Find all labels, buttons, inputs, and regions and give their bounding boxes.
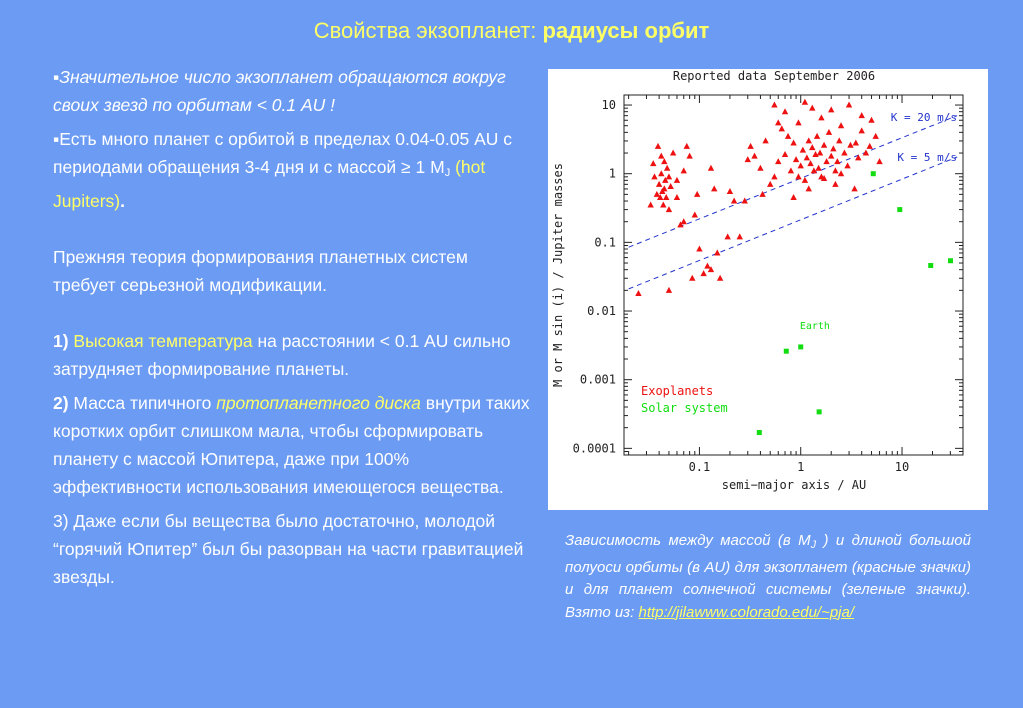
- exoplanet-point: [806, 185, 812, 191]
- exoplanet-point: [666, 206, 672, 212]
- exoplanet-point: [793, 156, 799, 162]
- x-tick-label: 1: [797, 460, 805, 474]
- exoplanet-point: [635, 290, 641, 296]
- exoplanet-point: [818, 114, 824, 120]
- figure-caption: Зависимость между массой (в $M_J$ ) и длиной большой полуоси орбиты (в AU) для экзопланет (красные значки) и для планет солнечной системы (зеленые значки). Взято из: http://jilawww.colorado.edu/~pja/: [565, 532, 971, 621]
- y-tick-label: 0.01: [587, 304, 616, 319]
- exoplanet-point: [654, 191, 660, 197]
- exoplanet-point: [863, 150, 869, 156]
- exoplanet-point: [674, 177, 680, 183]
- theory-paragraph: Прежняя теория формирования планетных систем требует серьезной модификации.: [53, 247, 468, 295]
- solar-system-point: [948, 258, 953, 263]
- source-link[interactable]: http://jilawww.colorado.edu/~pja/: [638, 603, 855, 621]
- solar-system-point: [928, 263, 933, 268]
- exoplanet-point: [737, 233, 743, 239]
- solar-system-point: [897, 207, 902, 212]
- exoplanet-point: [851, 185, 857, 191]
- exoplanet-point: [717, 275, 723, 281]
- exoplanet-point: [663, 194, 669, 200]
- exoplanet-point: [771, 102, 777, 108]
- exoplanet-point: [828, 106, 834, 112]
- y-tick-label: 1: [608, 166, 616, 181]
- exoplanet-point: [694, 191, 700, 197]
- bullet-2: ▪Есть много планет с орбитой в пределах 0.04-0.05 AU с периодами обращения 3-4 дня и с массой ≥ 1 $M_J$ (hot Jupiters).: [53, 129, 513, 211]
- solar-system-point: [817, 409, 822, 414]
- exoplanet-point: [828, 153, 834, 159]
- exoplanet-point: [666, 287, 672, 293]
- exoplanet-point: [747, 143, 753, 149]
- exoplanet-point: [762, 137, 768, 143]
- exoplanet-point: [846, 102, 852, 108]
- exoplanet-point: [724, 233, 730, 239]
- bullet-1: ▪Значительное число экзопланет обращаются вокруг своих звезд по орбитам < 0.1 AU !: [53, 67, 506, 115]
- exoplanet-point: [664, 165, 670, 171]
- exoplanet-point: [802, 99, 808, 105]
- exoplanet-point: [674, 194, 680, 200]
- exoplanet-point: [681, 218, 687, 224]
- y-tick-label: 0.1: [594, 235, 616, 250]
- exoplanet-point: [815, 165, 821, 171]
- exoplanet-point: [782, 108, 788, 114]
- k-line: [629, 157, 957, 289]
- legend-solar-system: Solar system: [641, 401, 728, 415]
- exoplanet-point: [751, 153, 757, 159]
- exoplanet-point: [855, 154, 861, 160]
- exoplanet-point: [809, 105, 815, 111]
- exoplanet-point: [689, 275, 695, 281]
- x-tick-label: 10: [894, 460, 910, 474]
- exoplanet-point: [795, 119, 801, 125]
- exoplanet-point: [785, 133, 791, 139]
- point-1: 1) Высокая температура на расстоянии < 0.1 AU сильно затрудняет формирование планеты.: [53, 331, 511, 379]
- mass-vs-axis-chart: [548, 69, 988, 510]
- exoplanet-point: [876, 158, 882, 164]
- exoplanet-point: [661, 185, 667, 191]
- slide-title: Свойства экзопланет: радиусы орбит: [313, 18, 710, 43]
- exoplanet-point: [834, 158, 840, 164]
- exoplanet-point: [727, 188, 733, 194]
- exoplanet-point: [692, 212, 698, 218]
- exoplanet-point: [681, 167, 687, 173]
- exoplanet-point: [844, 162, 850, 168]
- exoplanet-point: [809, 144, 815, 150]
- exoplanet-point: [821, 142, 827, 148]
- k-line-label: K = 5 m/s: [897, 151, 957, 164]
- exoplanet-point: [779, 125, 785, 131]
- k-line-label: K = 20 m/s: [890, 111, 957, 124]
- exoplanet-point: [745, 156, 751, 162]
- point-3: 3) Даже если бы вещества было достаточно, молодой “горячий Юпитер” был бы разорван на части гравитацией звезды.: [53, 511, 524, 587]
- exoplanet-point: [661, 158, 667, 164]
- exoplanet-point: [868, 117, 874, 123]
- x-axis-label: semi−major axis / AU: [721, 478, 867, 492]
- exoplanet-point: [806, 137, 812, 143]
- exoplanet-point: [759, 191, 765, 197]
- exoplanet-point: [841, 150, 847, 156]
- exoplanet-point: [788, 167, 794, 173]
- exoplanet-point: [859, 127, 865, 133]
- exoplanet-point: [800, 147, 806, 153]
- exoplanet-point: [714, 249, 720, 255]
- solar-system-point: [871, 171, 876, 176]
- exoplanet-point: [647, 202, 653, 208]
- exoplanet-point: [836, 137, 842, 143]
- exoplanet-point: [667, 183, 673, 189]
- exoplanet-point: [790, 194, 796, 200]
- exoplanet-point: [711, 185, 717, 191]
- exoplanet-point: [731, 198, 737, 204]
- exoplanet-point: [814, 133, 820, 139]
- exoplanet-point: [660, 202, 666, 208]
- exoplanet-point: [658, 170, 664, 176]
- exoplanet-point: [656, 181, 662, 187]
- exoplanet-point: [838, 170, 844, 176]
- exoplanet-point: [790, 139, 796, 145]
- exoplanet-point: [742, 198, 748, 204]
- exoplanet-point: [670, 150, 676, 156]
- exoplanet-point: [832, 167, 838, 173]
- exoplanet-point: [830, 145, 836, 151]
- exoplanet-point: [686, 153, 692, 159]
- exoplanet-point: [847, 142, 853, 148]
- exoplanet-point: [757, 165, 763, 171]
- exoplanet-point: [807, 160, 813, 166]
- exoplanet-point: [684, 143, 690, 149]
- exoplanet-point: [775, 119, 781, 125]
- solar-system-point: [784, 349, 789, 354]
- exoplanet-point: [658, 153, 664, 159]
- exoplanet-point: [700, 270, 706, 276]
- solar-system-point: [757, 430, 762, 435]
- exoplanet-point: [782, 151, 788, 157]
- exoplanet-point: [798, 162, 804, 168]
- exoplanet-point: [655, 143, 661, 149]
- exoplanet-point: [802, 177, 808, 183]
- chart-title: Reported data September 2006: [672, 69, 876, 83]
- exoplanet-point: [666, 173, 672, 179]
- exoplanet-point: [704, 263, 710, 269]
- y-axis-label: M or M sin (i) / Jupiter masses: [551, 163, 565, 387]
- legend-exoplanets: Exoplanets: [641, 384, 714, 398]
- exoplanet-point: [708, 165, 714, 171]
- exoplanet-point: [804, 154, 810, 160]
- exoplanet-point: [873, 133, 879, 139]
- exoplanet-point: [853, 139, 859, 145]
- exoplanet-point: [859, 112, 865, 118]
- exoplanet-point: [767, 181, 773, 187]
- y-tick-label: 0.001: [579, 372, 616, 387]
- exoplanet-point: [826, 129, 832, 135]
- y-tick-label: 0.0001: [572, 441, 616, 456]
- exoplanet-point: [771, 173, 777, 179]
- exoplanet-point: [775, 158, 781, 164]
- exoplanet-point: [795, 173, 801, 179]
- x-tick-label: 0.1: [688, 460, 711, 474]
- exoplanet-point: [838, 122, 844, 128]
- exoplanet-point: [823, 158, 829, 164]
- slide-body: [53, 63, 531, 591]
- solar-system-point: [798, 344, 803, 349]
- exoplanet-point: [817, 150, 823, 156]
- exoplanet-point: [650, 160, 656, 166]
- exoplanet-point: [832, 181, 838, 187]
- exoplanet-point: [696, 246, 702, 252]
- y-tick-label: 10: [601, 98, 616, 113]
- point-2: 2) Масса типичного протопланетного диска внутри таких коротких орбит слишком мала, чтобы сформировать планету с массой Юпитера, даже при 100% эффективности использования имеющегося вещества.: [53, 393, 530, 497]
- exoplanet-point: [867, 143, 873, 149]
- earth-annotation: Earth: [799, 320, 830, 332]
- exoplanet-point: [651, 173, 657, 179]
